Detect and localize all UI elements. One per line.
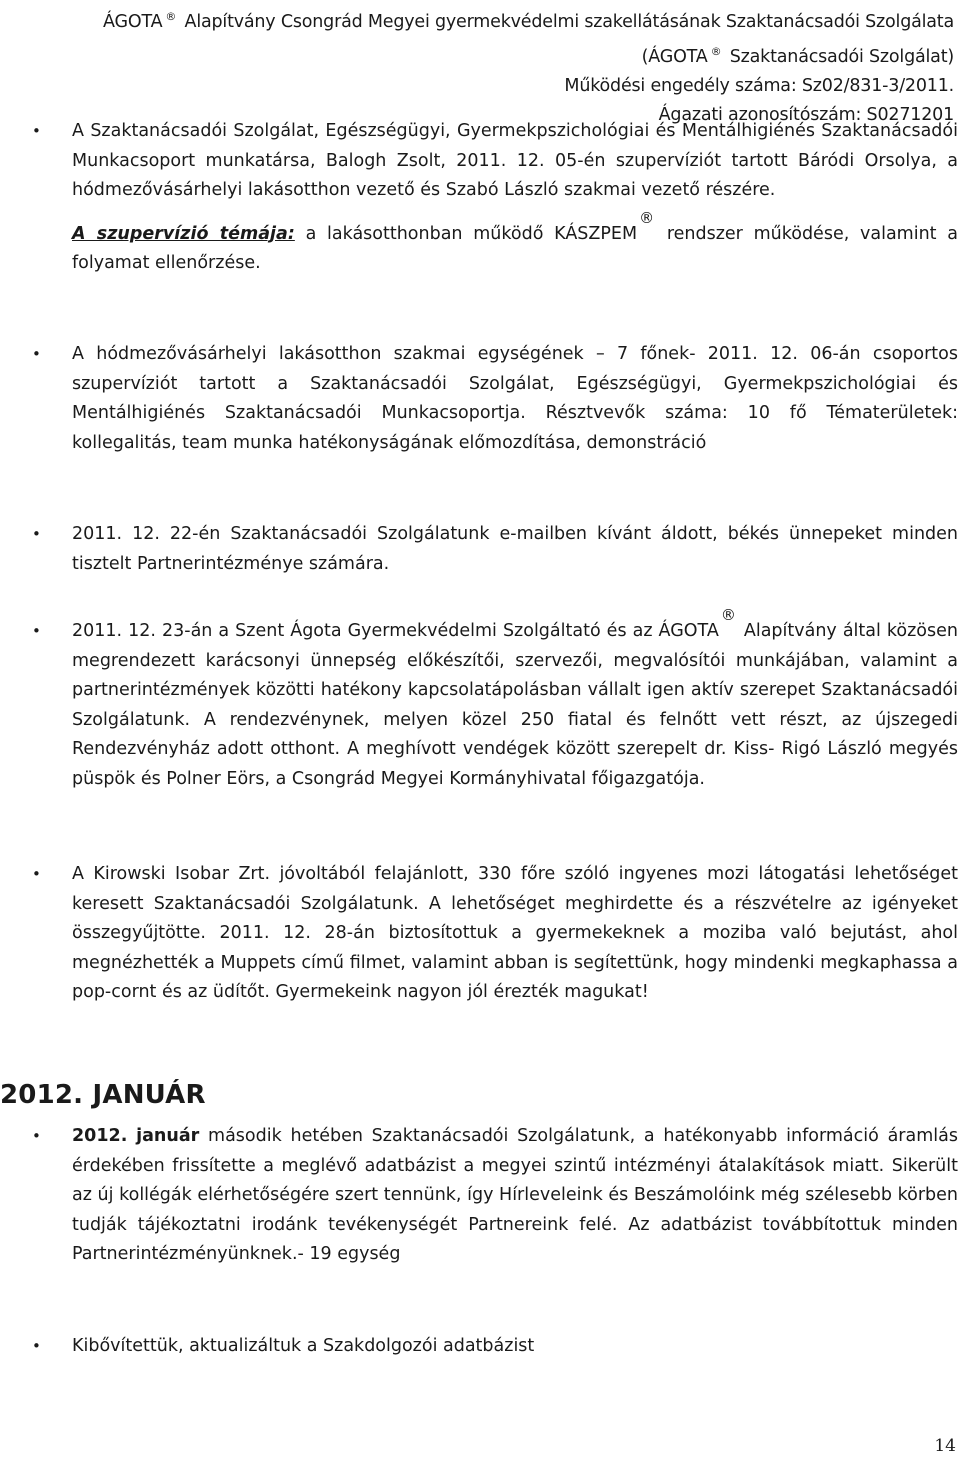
topic-label: A szupervízió témája: xyxy=(72,223,295,244)
item-body: második hetében Szaktanácsadói Szolgálatunk, a hatékonyabb információ áramlás érdekében frissítette a meglévő adatbázist a megyei szintű intézményi átalakítások miatt. Sikerült az új kollégák elérhetőségére szert tennünk, így Hírleveleink és Beszámolóink még szélesebb körben tudják tájékoztatni irodánk tevékenységét Partnereink felé. Az adatbázist továbbítottuk minden Partnerintézményünknek.- 19 egység xyxy=(72,1126,958,1264)
bullet-icon: • xyxy=(32,1337,41,1355)
list-item xyxy=(32,520,958,579)
org-short-agota: (ÁGOTA xyxy=(641,46,708,67)
topic-text-b: rendszer működése, valamint a folyamat ellenőrzése. xyxy=(72,223,958,273)
registered-mark-icon: ® xyxy=(639,208,655,227)
item-year: 2012. xyxy=(72,1126,128,1146)
item-text: 2011. 12. 22-én Szaktanácsadói Szolgálatunk e-mailben kívánt áldott, békés ünnepeket minden tisztelt Partnerintézménye számára. xyxy=(72,524,958,574)
bullet-icon: • xyxy=(32,865,41,883)
item-month: január xyxy=(136,1126,200,1146)
list-item xyxy=(32,117,958,279)
header-line-1 xyxy=(14,2,954,37)
item-text: A Szaktanácsadói Szolgálat, Egészségügyi, Gyermekpszichológiai és Mentálhigiénés Szaktanácsadói Munkacsoport munkatársa, Balogh Zsolt, 2011. 12. 05-én szupervíziót tartott Báródi Orsolya, a hódmezővásárhelyi lakásotthon vezető és Szabó László szakmai vezető részére. xyxy=(72,121,958,200)
list-item xyxy=(32,606,958,794)
item-text: A hódmezővásárhelyi lakásotthon szakmai egységének – 7 főnek- 2011. 12. 06-án csoportos szupervíziót tartott a Szaktanácsadói Szolgálat, Egészségügyi, Gyermekpszichológiai és Mentálhigiénés Szaktanácsadói Munkacsoportja. Résztvevők száma: 10 fő Tématerületek: kollegalitás, team munka hatékonyságának előmozdítása, demonstráció xyxy=(72,344,958,453)
list-item xyxy=(32,860,958,1008)
item-text-b: Alapítvány által közösen megrendezett karácsonyi ünnepség előkészítői, szervezői, megvalósítói munkájában, valamint a partnerintézmények közötti hatékony kapcsolatápolásban vállalt igen aktív szerepet Szaktanácsadói Szolgálatunk. A rendezvénynek, melyen közel 250 fiatal és felnőtt vett részt, az újszegedi Rendezvényház adott otthont. A meghívott vendégek között szerepelt dr. Kiss- Rigó László megyés püspök és Polner Eörs, a Csongrád Megyei Kormányhivatal főigazgatója. xyxy=(72,621,958,789)
item-text-a: 2011. 12. 23-án a Szent Ágota Gyermekvédelmi Szolgáltató és az ÁGOTA xyxy=(72,621,719,641)
page-number: 14 xyxy=(934,1436,956,1456)
item-text: Kibővítettük, aktualizáltuk a Szakdolgozói adatbázist xyxy=(72,1336,535,1356)
item-text xyxy=(72,1122,958,1270)
header-line-2 xyxy=(14,37,954,72)
registered-mark-icon: ® xyxy=(165,10,177,23)
registered-mark-icon: ® xyxy=(720,606,736,624)
org-name-full: Alapítvány Csongrád Megyei gyermekvédelmi szakellátásának Szaktanácsadói Szolgálata xyxy=(184,11,954,32)
section-heading: 2012. JANUÁR xyxy=(0,1080,206,1110)
org-short-name: Szaktanácsadói Szolgálat) xyxy=(729,46,954,67)
list-item xyxy=(32,340,958,458)
page-header xyxy=(14,2,954,130)
item-text: A Kirowski Isobar Zrt. jóvoltából felajánlott, 330 főre szóló ingyenes mozi látogatási lehetőséget keresett Szaktanácsadói Szolgálatunk. A lehetőséget meghirdette és a részvételre az igényeket összegyűjtötte. 2011. 12. 28-án biztosítottuk a gyermekeknek a moziba való bejutást, ahol megnézhették a Muppets című filmet, valamint abban is segítettünk, hogy mindenki megkaphassa a pop-cornt és az üdítőt. Gyermekeink nagyon jól érezték magukat! xyxy=(72,864,958,1002)
license-number: Működési engedély száma: Sz02/831-3/2011. xyxy=(564,75,954,96)
list-item xyxy=(32,1122,958,1270)
org-name-agota: ÁGOTA xyxy=(103,11,163,32)
list-item xyxy=(32,1332,958,1362)
topic-text-a: a lakásotthonban működő KÁSZPEM xyxy=(305,223,638,244)
bullet-icon: • xyxy=(32,122,41,140)
sector-id: Ágazati azonosítószám: S0271201 xyxy=(658,104,954,125)
item-text xyxy=(72,606,958,794)
bullet-icon: • xyxy=(32,525,41,543)
bullet-icon: • xyxy=(32,622,41,640)
supervision-topic xyxy=(72,208,958,279)
registered-mark-icon: ® xyxy=(710,44,722,58)
bullet-icon: • xyxy=(32,345,41,363)
bullet-icon: • xyxy=(32,1127,41,1145)
